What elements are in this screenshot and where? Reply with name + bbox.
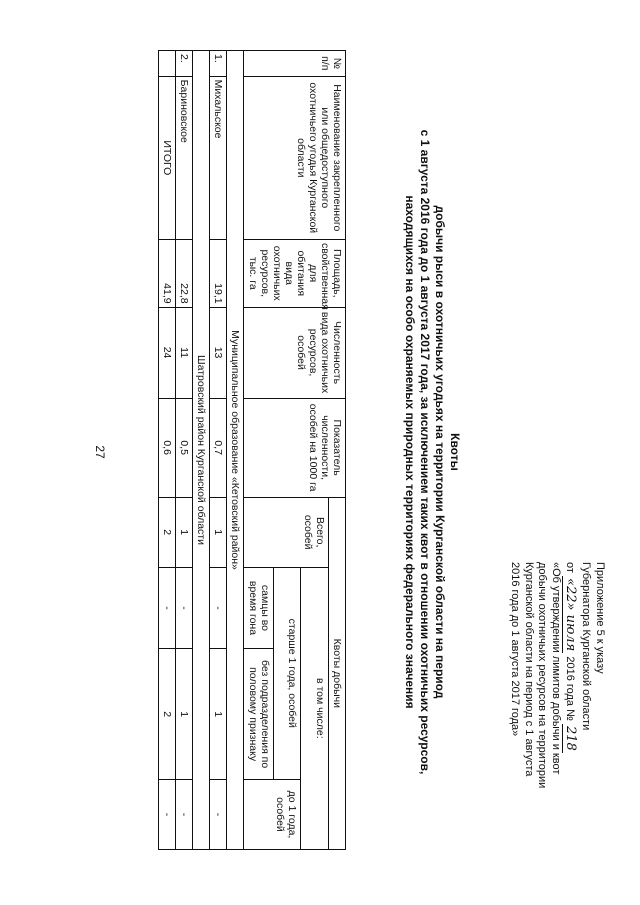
cell-nosex: 1	[176, 649, 193, 780]
cell-nosex: 2	[159, 649, 176, 780]
section-title: Муниципальное образование «Кетовский район»	[227, 51, 244, 850]
cell-nosex: 1	[210, 649, 227, 780]
cell-num: 1.	[210, 51, 227, 77]
header-total: Всего, особей	[244, 497, 328, 567]
cell-area: 22,8	[176, 239, 193, 307]
header-under-1: до 1 года, особей	[244, 779, 301, 849]
cell-total: 1	[176, 497, 193, 567]
page-number: 27	[93, 445, 107, 459]
cell-under-1: -	[210, 779, 227, 849]
document-title	[402, 62, 462, 842]
header-males: самцы во время гона	[244, 567, 273, 649]
appendix-line-3	[562, 562, 578, 842]
header-density: Показатель численности, особей на 1000 га	[244, 398, 346, 497]
header-nosex: без подразделения по половому признаку	[244, 649, 273, 780]
cell-under-1: -	[176, 779, 193, 849]
cell-total: 2	[159, 497, 176, 567]
cell-population: 24	[159, 307, 176, 398]
cell-density: 0,6	[159, 398, 176, 497]
appendix-line-7: 2016 года до 1 августа 2017 года»	[509, 562, 521, 737]
cell-area: 41,9	[159, 239, 176, 307]
header-num: № п/п	[244, 51, 346, 77]
appendix-block	[507, 562, 606, 842]
appendix-year-number: 2016 года №	[564, 656, 577, 721]
handwritten-number: 218	[563, 725, 579, 751]
cell-population: 11	[176, 307, 193, 398]
cell-density: 0,5	[176, 398, 193, 497]
appendix-line-5: добычи охотничьих ресурсов на территории	[536, 562, 549, 789]
appendix-from: от	[564, 562, 577, 573]
header-quotas: Квоты добычи	[328, 497, 345, 849]
appendix-line-1: Приложение 5 к указу	[594, 562, 606, 674]
cell-males: -	[176, 567, 193, 649]
appendix-line-6: Курганской области на период с 1 августа	[522, 562, 535, 777]
cell-density: 0,7	[210, 398, 227, 497]
cell-males: -	[159, 567, 176, 649]
quotas-table	[158, 50, 346, 850]
header-older-1: старше 1 года, особей	[273, 567, 301, 779]
cell-population: 13	[210, 307, 227, 398]
document-sheet	[20, 22, 620, 882]
handwritten-date: «22» июля	[563, 577, 579, 652]
header-including: в том числе:	[301, 567, 329, 849]
appendix-line-4: «Об утверждении лимитов добычи и квот	[550, 562, 563, 775]
cell-males: -	[210, 567, 227, 649]
table-row	[176, 51, 193, 850]
cell-under-1: -	[159, 779, 176, 849]
cell-area: 19,1	[210, 239, 227, 307]
cell-num: 2.	[176, 51, 193, 77]
cell-name: Бариновское	[176, 76, 193, 239]
header-population: Численность вида охотничьих ресурсов, особей	[244, 307, 346, 398]
title-line-1: Квоты	[448, 433, 462, 471]
title-line-4: находящихся на особо охраняемых природных территориях федерального значения	[403, 195, 417, 709]
cell-name-total: ИТОГО	[159, 76, 176, 239]
cell-num	[159, 51, 176, 77]
header-name: Наименование закрепленного или общедоступного охотничьего угодья Курганской области	[244, 76, 346, 239]
table-row	[210, 51, 227, 850]
section-title: Шатровский район Курганской области	[193, 51, 210, 850]
title-line-3: с 1 августа 2016 года до 1 августа 2017 года, за исключением таких квот в отношении охотничьих ресурсов,	[418, 129, 432, 775]
table-row-total	[159, 51, 176, 850]
cell-name: Михальское	[210, 76, 227, 239]
header-area: Площадь, свойственная для обитания вида охотничьих ресурсов, тыс. га	[244, 239, 346, 307]
appendix-line-2: Губернатора Курганской области	[580, 562, 593, 731]
title-line-2: добычи рыси в охотничьих угодьях на территории Курганской области на период	[433, 205, 447, 699]
cell-total: 1	[210, 497, 227, 567]
